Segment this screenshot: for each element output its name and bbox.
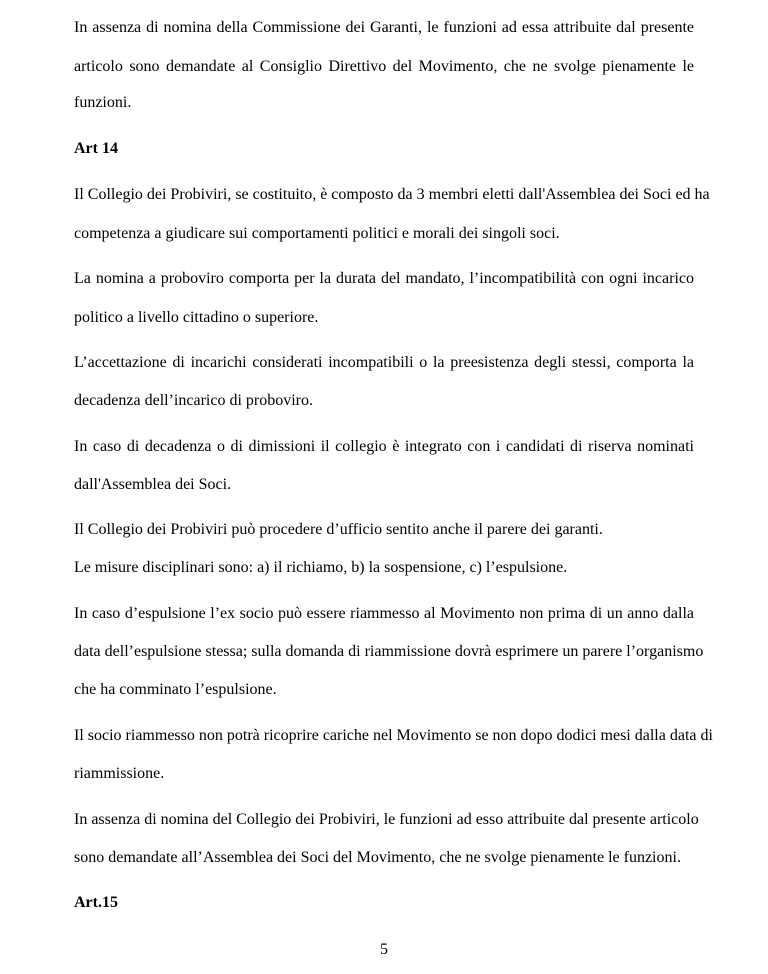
paragraph-line: In caso di decadenza o di dimissioni il collegio è integrato con i candidati di riserva nominati <box>74 438 694 455</box>
paragraph-line: In caso d’espulsione l’ex socio può essere riammesso al Movimento non prima di un anno dalla <box>74 605 694 622</box>
paragraph-line: Il socio riammesso non potrà ricoprire cariche nel Movimento se non dopo dodici mesi dalla data di <box>74 727 713 744</box>
paragraph-line: Le misure disciplinari sono: a) il richiamo, b) la sospensione, c) l’espulsione. <box>74 559 568 576</box>
paragraph-line: La nomina a proboviro comporta per la durata del mandato, l’incompatibilità con ogni incarico <box>74 270 694 287</box>
paragraph-line: dall'Assemblea dei Soci. <box>74 476 232 493</box>
paragraph-line: competenza a giudicare sui comportamenti politici e morali dei singoli soci. <box>74 225 560 242</box>
page-number: 5 <box>380 941 388 958</box>
paragraph-line: Il Collegio dei Probiviri, se costituito, è composto da 3 membri eletti dall'Assemblea dei Soci ed ha <box>74 186 710 203</box>
paragraph-line: politico a livello cittadino o superiore. <box>74 309 319 326</box>
paragraph-line: In assenza di nomina della Commissione dei Garanti, le funzioni ad essa attribuite dal presente <box>74 19 694 36</box>
paragraph-line: funzioni. <box>74 94 132 111</box>
paragraph-line: L’accettazione di incarichi considerati incompatibili o la preesistenza degli stessi, comporta la <box>74 354 694 371</box>
paragraph-line: Il Collegio dei Probiviri può procedere d’ufficio sentito anche il parere dei garanti. <box>74 521 603 538</box>
paragraph-line: riammissione. <box>74 765 165 782</box>
paragraph-line: articolo sono demandate al Consiglio Direttivo del Movimento, che ne svolge pienamente le <box>74 58 694 75</box>
paragraph-line: decadenza dell’incarico di proboviro. <box>74 392 313 409</box>
article-heading: Art.15 <box>74 894 118 911</box>
paragraph-line: data dell’espulsione stessa; sulla domanda di riammissione dovrà esprimere un parere l’organismo <box>74 643 704 660</box>
paragraph-line: sono demandate all’Assemblea dei Soci del Movimento, che ne svolge pienamente le funzioni. <box>74 849 681 866</box>
paragraph-line: In assenza di nomina del Collegio dei Probiviri, le funzioni ad esso attribuite dal presente articolo <box>74 811 699 828</box>
paragraph-line: che ha comminato l’espulsione. <box>74 681 277 698</box>
article-heading: Art 14 <box>74 140 118 157</box>
